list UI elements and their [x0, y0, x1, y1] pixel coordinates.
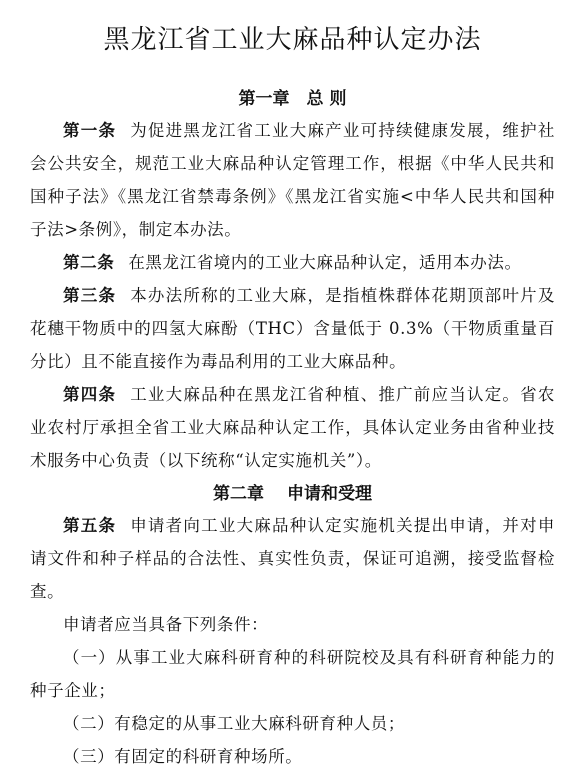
condition-item-3: （三）有固定的科研育种场所。	[63, 747, 303, 766]
article-5-label: 第五条	[63, 516, 117, 535]
article-3-text: 本办法所称的工业大麻，是指植株群体花期顶部叶片及花穗干物质中的四氢大麻酚（THC）含量低于 0.3%（干物质重量百分比）且不能直接作为毒品利用的工业大麻品种。	[30, 286, 555, 371]
article-5	[30, 509, 555, 608]
article-2	[30, 246, 555, 279]
article-4-text: 工业大麻品种在黑龙江省种植、推广前应当认定。省农业农村厅承担全省工业大麻品种认定工作，具体认定业务由省种业技术服务中心负责（以下统称“认定实施机关”）。	[30, 385, 555, 470]
article-2-label: 第二条	[63, 253, 115, 272]
condition-item-2: （二）有稳定的从事工业大麻科研育种人员；	[63, 714, 405, 733]
article-1-label: 第一条	[63, 121, 117, 140]
article-3	[30, 279, 555, 378]
article-4-label: 第四条	[63, 385, 117, 404]
chapter-2-heading: 第二章 申请和受理	[213, 484, 372, 504]
article-4	[30, 378, 555, 477]
article-1	[30, 114, 555, 246]
article-5-text: 申请者向工业大麻品种认定实施机关提出申请，并对申请文件和种子样品的合法性、真实性负责，保证可追溯，接受监督检查。	[30, 516, 555, 601]
condition-item-1: （一）从事工业大麻科研育种的科研院校及具有科研育种能力的种子企业；	[30, 648, 555, 700]
article-1-text: 为促进黑龙江省工业大麻产业可持续健康发展，维护社会公共安全，规范工业大麻品种认定管理工作，根据《中华人民共和国种子法》《黑龙江省禁毒条例》《黑龙江省实施<中华人民共和国种子法>条例》，制定本办法。	[30, 121, 555, 239]
article-3-label: 第三条	[63, 286, 117, 305]
article-2-text: 在黑龙江省境内的工业大麻品种认定，适用本办法。	[128, 253, 522, 272]
document-title: 黑龙江省工业大麻品种认定办法	[103, 25, 482, 55]
conditions-intro: 申请者应当具备下列条件：	[63, 615, 269, 634]
chapter-1-heading: 第一章 总 则	[238, 89, 347, 109]
